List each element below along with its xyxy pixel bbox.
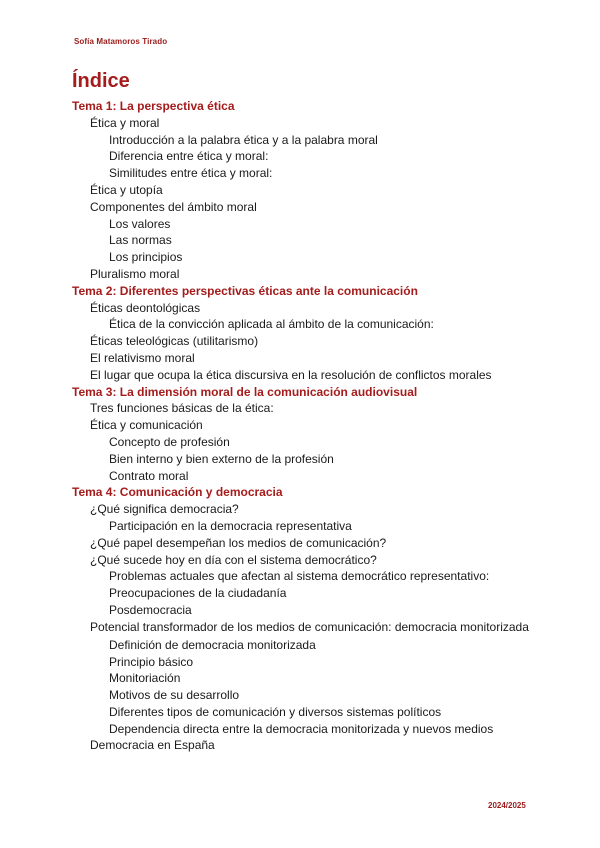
- toc-entry[interactable]: Introducción a la palabra ética y a la palabra moral: [109, 132, 378, 147]
- toc-entry[interactable]: Potencial transformador de los medios de comunicación: democracia monitorizada: [90, 619, 529, 634]
- toc-entry[interactable]: El relativismo moral: [90, 350, 195, 365]
- toc-entry[interactable]: Los principios: [109, 250, 183, 265]
- toc-entry[interactable]: Los valores: [109, 216, 171, 231]
- footer-year: 2024/2025: [488, 801, 526, 810]
- toc-entry[interactable]: Democracia en España: [90, 738, 215, 753]
- toc-entry[interactable]: Ética de la convicción aplicada al ámbito de la comunicación:: [109, 317, 434, 332]
- toc-entry[interactable]: Pluralismo moral: [90, 266, 180, 281]
- page-title: Índice: [72, 70, 130, 92]
- toc-entry[interactable]: Éticas teleológicas (utilitarismo): [90, 334, 259, 349]
- table-of-contents: [72, 98, 542, 754]
- toc-entry[interactable]: Ética y moral: [90, 115, 160, 130]
- toc-entry[interactable]: Las normas: [109, 233, 172, 248]
- toc-entry[interactable]: ¿Qué sucede hoy en día con el sistema democrático?: [90, 552, 377, 567]
- toc-entry[interactable]: Contrato moral: [109, 468, 189, 483]
- toc-entry[interactable]: Principio básico: [109, 654, 194, 669]
- toc-entry[interactable]: Tres funciones básicas de la ética:: [90, 401, 274, 416]
- toc-entry[interactable]: Bien interno y bien externo de la profesión: [109, 451, 334, 466]
- toc-heading-tema-2[interactable]: Tema 2: Diferentes perspectivas éticas ante la comunicación: [72, 283, 418, 298]
- toc-entry[interactable]: Definición de democracia monitorizada: [109, 637, 316, 652]
- toc-entry[interactable]: Monitoriación: [109, 671, 181, 686]
- toc-entry[interactable]: Diferencia entre ética y moral:: [109, 149, 269, 164]
- toc-entry[interactable]: Ética y utopía: [90, 182, 163, 197]
- toc-entry[interactable]: Similitudes entre ética y moral:: [109, 166, 273, 181]
- toc-entry[interactable]: Preocupaciones de la ciudadanía: [109, 586, 287, 601]
- toc-entry[interactable]: Diferentes tipos de comunicación y diversos sistemas políticos: [109, 704, 442, 719]
- toc-heading-tema-1[interactable]: Tema 1: La perspectiva ética: [72, 99, 235, 113]
- toc-entry[interactable]: Problemas actuales que afectan al sistema democrático representativo:: [109, 569, 490, 584]
- toc-entry[interactable]: Motivos de su desarrollo: [109, 688, 240, 703]
- toc-entry[interactable]: Posdemocracia: [109, 602, 192, 617]
- toc-heading-tema-4[interactable]: Tema 4: Comunicación y democracia: [72, 485, 283, 500]
- toc-heading-tema-3[interactable]: Tema 3: La dimensión moral de la comunicación audiovisual: [72, 384, 418, 399]
- toc-entry[interactable]: El lugar que ocupa la ética discursiva en la resolución de conflictos morales: [90, 367, 492, 382]
- toc-entry[interactable]: Participación en la democracia representativa: [109, 518, 352, 533]
- toc-entry[interactable]: Éticas deontológicas: [90, 300, 201, 315]
- toc-entry[interactable]: ¿Qué papel desempeñan los medios de comunicación?: [90, 535, 387, 550]
- toc-entry[interactable]: Dependencia directa entre la democracia monitorizada y nuevos medios: [109, 721, 494, 736]
- toc-entry[interactable]: Componentes del ámbito moral: [90, 199, 257, 214]
- header-author: Sofía Matamoros Tirado: [74, 37, 168, 46]
- toc-entry[interactable]: ¿Qué significa democracia?: [90, 502, 239, 517]
- toc-entry[interactable]: Ética y comunicación: [90, 418, 203, 433]
- toc-entry[interactable]: Concepto de profesión: [109, 434, 230, 449]
